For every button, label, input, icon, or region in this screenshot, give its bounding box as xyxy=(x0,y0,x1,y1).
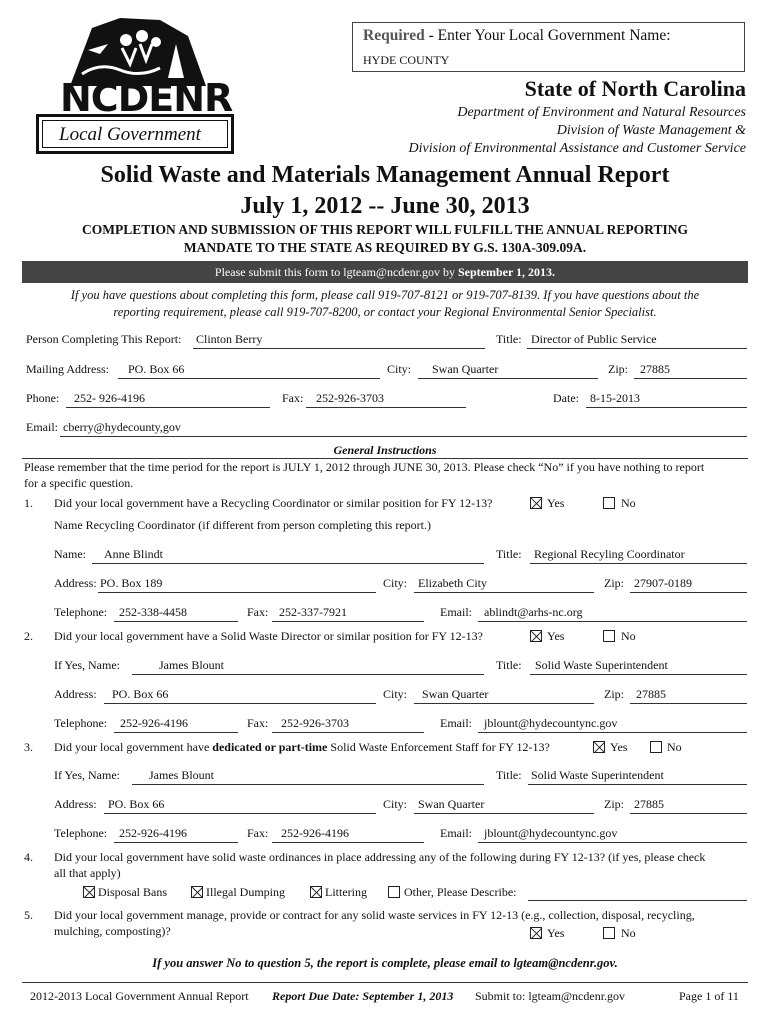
q2-address-field[interactable]: PO. Box 66 xyxy=(112,687,169,701)
mandate-line-2: MANDATE TO THE STATE AS REQUIRED BY G.S. 130A-309.09A. xyxy=(183,240,587,255)
q3-zip-underline xyxy=(630,813,747,814)
q1-telephone-label: Telephone: xyxy=(54,605,108,619)
banner-date: September 1, 2013. xyxy=(457,265,556,279)
title-label: Title: xyxy=(496,332,522,346)
required-label: Required xyxy=(363,27,425,44)
q3-title-field[interactable]: Solid Waste Superintendent xyxy=(531,768,664,782)
q4-text-2: all that apply) xyxy=(54,866,121,880)
dept-line-3: Division of Environmental Assistance and Customer Service xyxy=(408,141,746,156)
q4-other-underline[interactable] xyxy=(528,900,747,901)
q2-address-label: Address: xyxy=(54,687,97,701)
footer-due-date: Report Due Date: September 1, 2013 xyxy=(272,989,454,1003)
q4-illegal-dumping-label: Illegal Dumping xyxy=(206,885,285,899)
fax-underline xyxy=(306,407,466,408)
q2-title-underline xyxy=(530,674,747,675)
ncdenr-wordmark: NCDENR xyxy=(60,76,233,120)
footer-page-number: Page 1 of 11 xyxy=(679,989,739,1003)
q1-title-underline xyxy=(530,563,747,564)
q1-email-label: Email: xyxy=(440,605,472,619)
q2-zip-label: Zip: xyxy=(604,687,624,701)
q1-yes-label: Yes xyxy=(547,496,565,510)
q3-fax-label: Fax: xyxy=(247,826,269,840)
q1-address-label: Address: xyxy=(54,576,97,590)
q1-city-underline xyxy=(414,592,594,593)
q3-zip-label: Zip: xyxy=(604,797,624,811)
q1-zip-label: Zip: xyxy=(604,576,624,590)
q2-email-field[interactable]: jblount@hydecountync.gov xyxy=(484,716,618,730)
q1-email-field[interactable]: ablindt@arhs-nc.org xyxy=(484,605,583,619)
footer-report-name: 2012-2013 Local Government Annual Report xyxy=(30,989,249,1003)
q4-littering-label: Littering xyxy=(325,885,367,899)
q3-telephone-underline xyxy=(114,842,238,843)
q3-address-underline xyxy=(104,813,376,814)
city-underline xyxy=(418,378,598,379)
q3-email-label: Email: xyxy=(440,826,472,840)
person-label: Person Completing This Report: xyxy=(26,332,182,346)
q3-address-label: Address: xyxy=(54,797,97,811)
footer-submit: Submit to: lgteam@ncdenr.gov xyxy=(475,989,626,1003)
q5-text-2: mulching, composting)? xyxy=(54,924,171,938)
instructions-rule xyxy=(22,458,748,459)
q1-no-label: No xyxy=(621,496,636,510)
q3-yes-label: Yes xyxy=(610,740,628,754)
submit-banner xyxy=(22,261,748,283)
q3-city-underline xyxy=(414,813,594,814)
q1-fax-field[interactable]: 252-337-7921 xyxy=(279,605,347,619)
local-government-label: Local Government xyxy=(59,124,201,145)
dept-line-2: Division of Waste Management & xyxy=(556,123,746,138)
gov-name-box xyxy=(352,22,745,72)
date-field[interactable]: 8-15-2013 xyxy=(590,391,640,405)
q2-title-label: Title: xyxy=(496,658,522,672)
zip-underline xyxy=(634,378,747,379)
q3-city-field[interactable]: Swan Quarter xyxy=(418,797,485,811)
q5-text-1: Did your local government manage, provide or contract for any solid waste services in FY 12-13 (e.g., collection, disposal, recycling, xyxy=(54,908,695,922)
q4-littering-checkbox[interactable] xyxy=(310,886,322,898)
instructions-text-1: Please remember that the time period for the report is JULY 1, 2012 through JUNE 30, 2013. Please check “No” if you have nothing to report xyxy=(24,460,705,474)
q1-email-underline xyxy=(478,621,747,622)
q3-text-pre: Did your local government have xyxy=(54,740,213,754)
q1-title-field[interactable]: Regional Recyling Coordinator xyxy=(534,547,685,561)
q1-title-label: Title: xyxy=(496,547,522,561)
required-prompt xyxy=(363,27,671,45)
instructions-text-2: for a specific question. xyxy=(24,476,134,490)
q3-city-label: City: xyxy=(383,797,408,811)
phone-label: Phone: xyxy=(26,391,60,405)
q1-zip-underline xyxy=(630,592,747,593)
q2-yes-label: Yes xyxy=(547,629,565,643)
q3-name-label: If Yes, Name: xyxy=(54,768,120,782)
report-title: Solid Waste and Materials Management Annual Report xyxy=(100,162,670,188)
q1-city-field[interactable]: Elizabeth City xyxy=(418,576,487,590)
q4-text-1: Did your local government have solid waste ordinances in place addressing any of the following during FY 12-13? (if yes, please check xyxy=(54,850,706,864)
q2-zip-field[interactable]: 27885 xyxy=(636,687,666,701)
q3-name-underline xyxy=(132,784,484,785)
q2-city-label: City: xyxy=(383,687,408,701)
date-label: Date: xyxy=(553,391,579,405)
email-label: Email: xyxy=(26,420,58,434)
person-underline xyxy=(193,348,485,349)
q3-text xyxy=(54,740,550,755)
q3-email-field[interactable]: jblount@hydecountync.gov xyxy=(484,826,618,840)
city-field[interactable]: Swan Quarter xyxy=(432,362,499,376)
phone-underline xyxy=(66,407,270,408)
q5-yes-label: Yes xyxy=(547,926,565,940)
email-field[interactable]: cberry@hydecounty,gov xyxy=(63,420,181,434)
city-label: City: xyxy=(387,362,412,376)
q1-number: 1. xyxy=(24,496,33,510)
q4-disposal-bans-checkbox[interactable] xyxy=(83,886,95,898)
mandate-line-1: COMPLETION AND SUBMISSION OF THIS REPORT WILL FULFILL THE ANNUAL REPORTING xyxy=(82,222,688,237)
q3-text-post: Solid Waste Enforcement Staff for FY 12-13? xyxy=(327,740,550,754)
q3-zip-field[interactable]: 27885 xyxy=(634,797,664,811)
person-field[interactable]: Clinton Berry xyxy=(196,332,263,346)
q1-address-field[interactable]: PO. Box 189 xyxy=(100,576,163,590)
q2-telephone-label: Telephone: xyxy=(54,716,108,730)
q2-fax-label: Fax: xyxy=(247,716,269,730)
q4-illegal-dumping-checkbox[interactable] xyxy=(191,886,203,898)
q2-name-field[interactable]: James Blount xyxy=(159,658,224,672)
instructions-heading: General Instructions xyxy=(333,443,437,457)
footer-rule xyxy=(22,982,748,983)
fax-field[interactable]: 252-926-3703 xyxy=(316,391,384,405)
q1-no-checkbox[interactable] xyxy=(603,497,615,509)
q1-zip-field[interactable]: 27907-0189 xyxy=(634,576,692,590)
q2-name-label: If Yes, Name: xyxy=(54,658,120,672)
q2-no-label: No xyxy=(621,629,636,643)
local-government-box xyxy=(36,114,234,154)
q2-email-label: Email: xyxy=(440,716,472,730)
q3-telephone-label: Telephone: xyxy=(54,826,108,840)
q1-name-field[interactable]: Anne Blindt xyxy=(104,547,163,561)
mail-label: Mailing Address: xyxy=(26,362,109,376)
q3-no-checkbox[interactable] xyxy=(650,741,662,753)
q3-email-underline xyxy=(478,842,747,843)
q1-name-label: Name: xyxy=(54,547,86,561)
q3-text-bold: dedicated or part-time xyxy=(212,740,328,754)
zip-field[interactable]: 27885 xyxy=(640,362,670,376)
mail-underline xyxy=(118,378,380,379)
fax-label: Fax: xyxy=(282,391,304,405)
mail-field[interactable]: PO. Box 66 xyxy=(128,362,185,376)
date-underline xyxy=(586,407,747,408)
phone-field[interactable]: 252- 926-4196 xyxy=(74,391,145,405)
q2-city-underline xyxy=(414,703,594,704)
q1-fax-underline xyxy=(272,621,424,622)
q5-no-label: No xyxy=(621,926,636,940)
q1-telephone-underline xyxy=(114,621,238,622)
q2-email-underline xyxy=(478,732,747,733)
q3-number: 3. xyxy=(24,740,33,754)
q2-address-underline xyxy=(104,703,376,704)
questions-line-1: If you have questions about completing this form, please call 919-707-8121 or 919-707-8139. If you have questions about the xyxy=(70,288,700,302)
q1-subtext: Name Recycling Coordinator (if different from person completing this report.) xyxy=(54,518,432,532)
q3-address-field[interactable]: PO. Box 66 xyxy=(108,797,165,811)
q2-city-field[interactable]: Swan Quarter xyxy=(422,687,489,701)
q3-title-label: Title: xyxy=(496,768,522,782)
q5-yes-checkbox[interactable] xyxy=(530,927,542,939)
q2-fax-underline xyxy=(272,732,424,733)
q2-yes-checkbox[interactable] xyxy=(530,630,542,642)
q2-number: 2. xyxy=(24,629,33,643)
q5-no-checkbox[interactable] xyxy=(603,927,615,939)
questions-line-2: reporting requirement, please call 919-707-8200, or contact your Regional Environmental Senior Specialist. xyxy=(113,305,657,319)
q3-telephone-field[interactable]: 252-926-4196 xyxy=(119,826,187,840)
q1-address-underline xyxy=(98,592,376,593)
closing-note: If you answer No to question 5, the report is complete, please email to lgteam@ncdenr.gov. xyxy=(152,956,618,970)
q4-disposal-bans-label: Disposal Bans xyxy=(98,885,167,899)
q3-no-label: No xyxy=(667,740,682,754)
q2-title-field[interactable]: Solid Waste Superintendent xyxy=(535,658,668,672)
q2-fax-field[interactable]: 252-926-3703 xyxy=(281,716,349,730)
q1-text: Did your local government have a Recycling Coordinator or similar position for FY 12-13? xyxy=(54,496,493,510)
q3-fax-underline xyxy=(272,842,424,843)
q3-yes-checkbox[interactable] xyxy=(593,741,605,753)
title-field[interactable]: Director of Public Service xyxy=(531,332,657,346)
dept-line-1: Department of Environment and Natural Resources xyxy=(457,105,746,120)
report-period: July 1, 2012 -- June 30, 2013 xyxy=(240,193,530,219)
banner-text: Please submit this form to lgteam@ncdenr.gov by xyxy=(214,265,458,279)
gov-name-field[interactable]: HYDE COUNTY xyxy=(363,53,450,67)
q1-name-underline xyxy=(92,563,484,564)
title-underline xyxy=(527,348,747,349)
q4-number: 4. xyxy=(24,850,33,864)
zip-label: Zip: xyxy=(608,362,628,376)
q3-title-underline xyxy=(528,784,747,785)
q1-city-label: City: xyxy=(383,576,408,590)
q2-text: Did your local government have a Solid Waste Director or similar position for FY 12-13? xyxy=(54,629,483,643)
ncdenr-logo xyxy=(30,14,240,160)
q2-telephone-field[interactable]: 252-926-4196 xyxy=(120,716,188,730)
q5-number: 5. xyxy=(24,908,33,922)
q2-name-underline xyxy=(132,674,484,675)
state-title: State of North Carolina xyxy=(524,76,746,101)
q1-telephone-field[interactable]: 252-338-4458 xyxy=(119,605,187,619)
email-underline xyxy=(60,436,747,437)
q1-fax-label: Fax: xyxy=(247,605,269,619)
q4-other-checkbox[interactable] xyxy=(388,886,400,898)
q2-zip-underline xyxy=(630,703,747,704)
q2-no-checkbox[interactable] xyxy=(603,630,615,642)
q4-other-label: Other, Please Describe: xyxy=(404,885,517,899)
q1-yes-checkbox[interactable] xyxy=(530,497,542,509)
q3-fax-field[interactable]: 252-926-4196 xyxy=(281,826,349,840)
required-text: - Enter Your Local Government Name: xyxy=(424,27,671,44)
q2-telephone-underline xyxy=(114,732,238,733)
q3-name-field[interactable]: James Blount xyxy=(149,768,214,782)
